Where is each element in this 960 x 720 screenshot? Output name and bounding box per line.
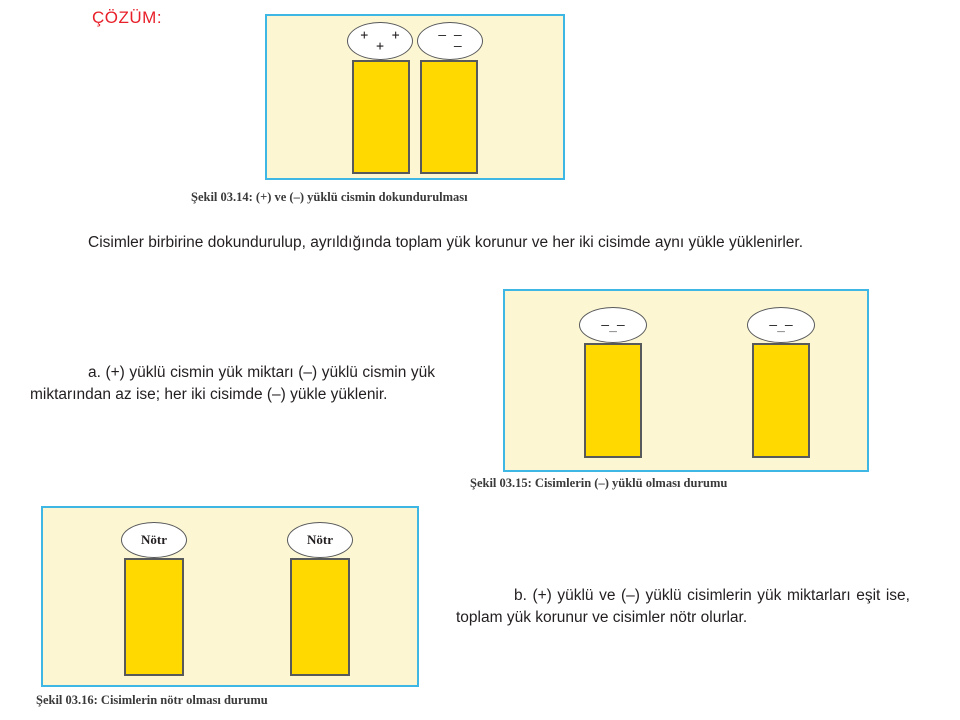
neutral-label-left: Nötr xyxy=(141,532,167,547)
rod-left xyxy=(584,343,642,458)
positive-signs: + + + xyxy=(360,28,400,54)
negative-signs-right: –_– xyxy=(769,317,793,333)
neutral-ball-left xyxy=(121,522,187,558)
figure-03-14 xyxy=(265,14,565,180)
rod-left xyxy=(352,60,410,174)
figure-03-15-caption: Şekil 03.15: Cisimlerin (–) yüklü olması durumu xyxy=(470,476,728,490)
intro-paragraph: Cisimler birbirine dokundurulup, ayrıldığında toplam yük korunur ve her iki cisimde aynı yükle yüklenirler. xyxy=(88,234,804,251)
negative-ball-right xyxy=(747,307,815,343)
negative-signs-left: –_– xyxy=(601,317,625,333)
negative-ball xyxy=(417,22,483,60)
figure-03-16 xyxy=(41,506,419,687)
positive-ball xyxy=(347,22,413,60)
rod-right xyxy=(420,60,478,174)
figure-03-14-caption: Şekil 03.14: (+) ve (–) yüklü cismin dokundurulması xyxy=(191,190,468,204)
negative-ball-left xyxy=(579,307,647,343)
neutral-label-right: Nötr xyxy=(307,532,333,547)
neutral-ball-right xyxy=(287,522,353,558)
rod-left xyxy=(124,558,184,676)
solution-heading: ÇÖZÜM: xyxy=(92,8,163,27)
rod-right xyxy=(752,343,810,458)
case-a-paragraph: a. (+) yüklü cismin yük miktarı (–) yüklü cismin yük miktarından az ise; her iki cisimde (–) yükle yüklenir. xyxy=(30,364,435,403)
rod-right xyxy=(290,558,350,676)
case-b-paragraph: b. (+) yüklü ve (–) yüklü cisimlerin yük miktarları eşit ise, toplam yük korunur ve cisimler nötr olurlar. xyxy=(456,587,910,626)
figure-03-16-caption: Şekil 03.16: Cisimlerin nötr olması durumu xyxy=(36,693,268,707)
negative-signs: — — — xyxy=(438,28,462,54)
figure-03-15 xyxy=(503,289,869,472)
